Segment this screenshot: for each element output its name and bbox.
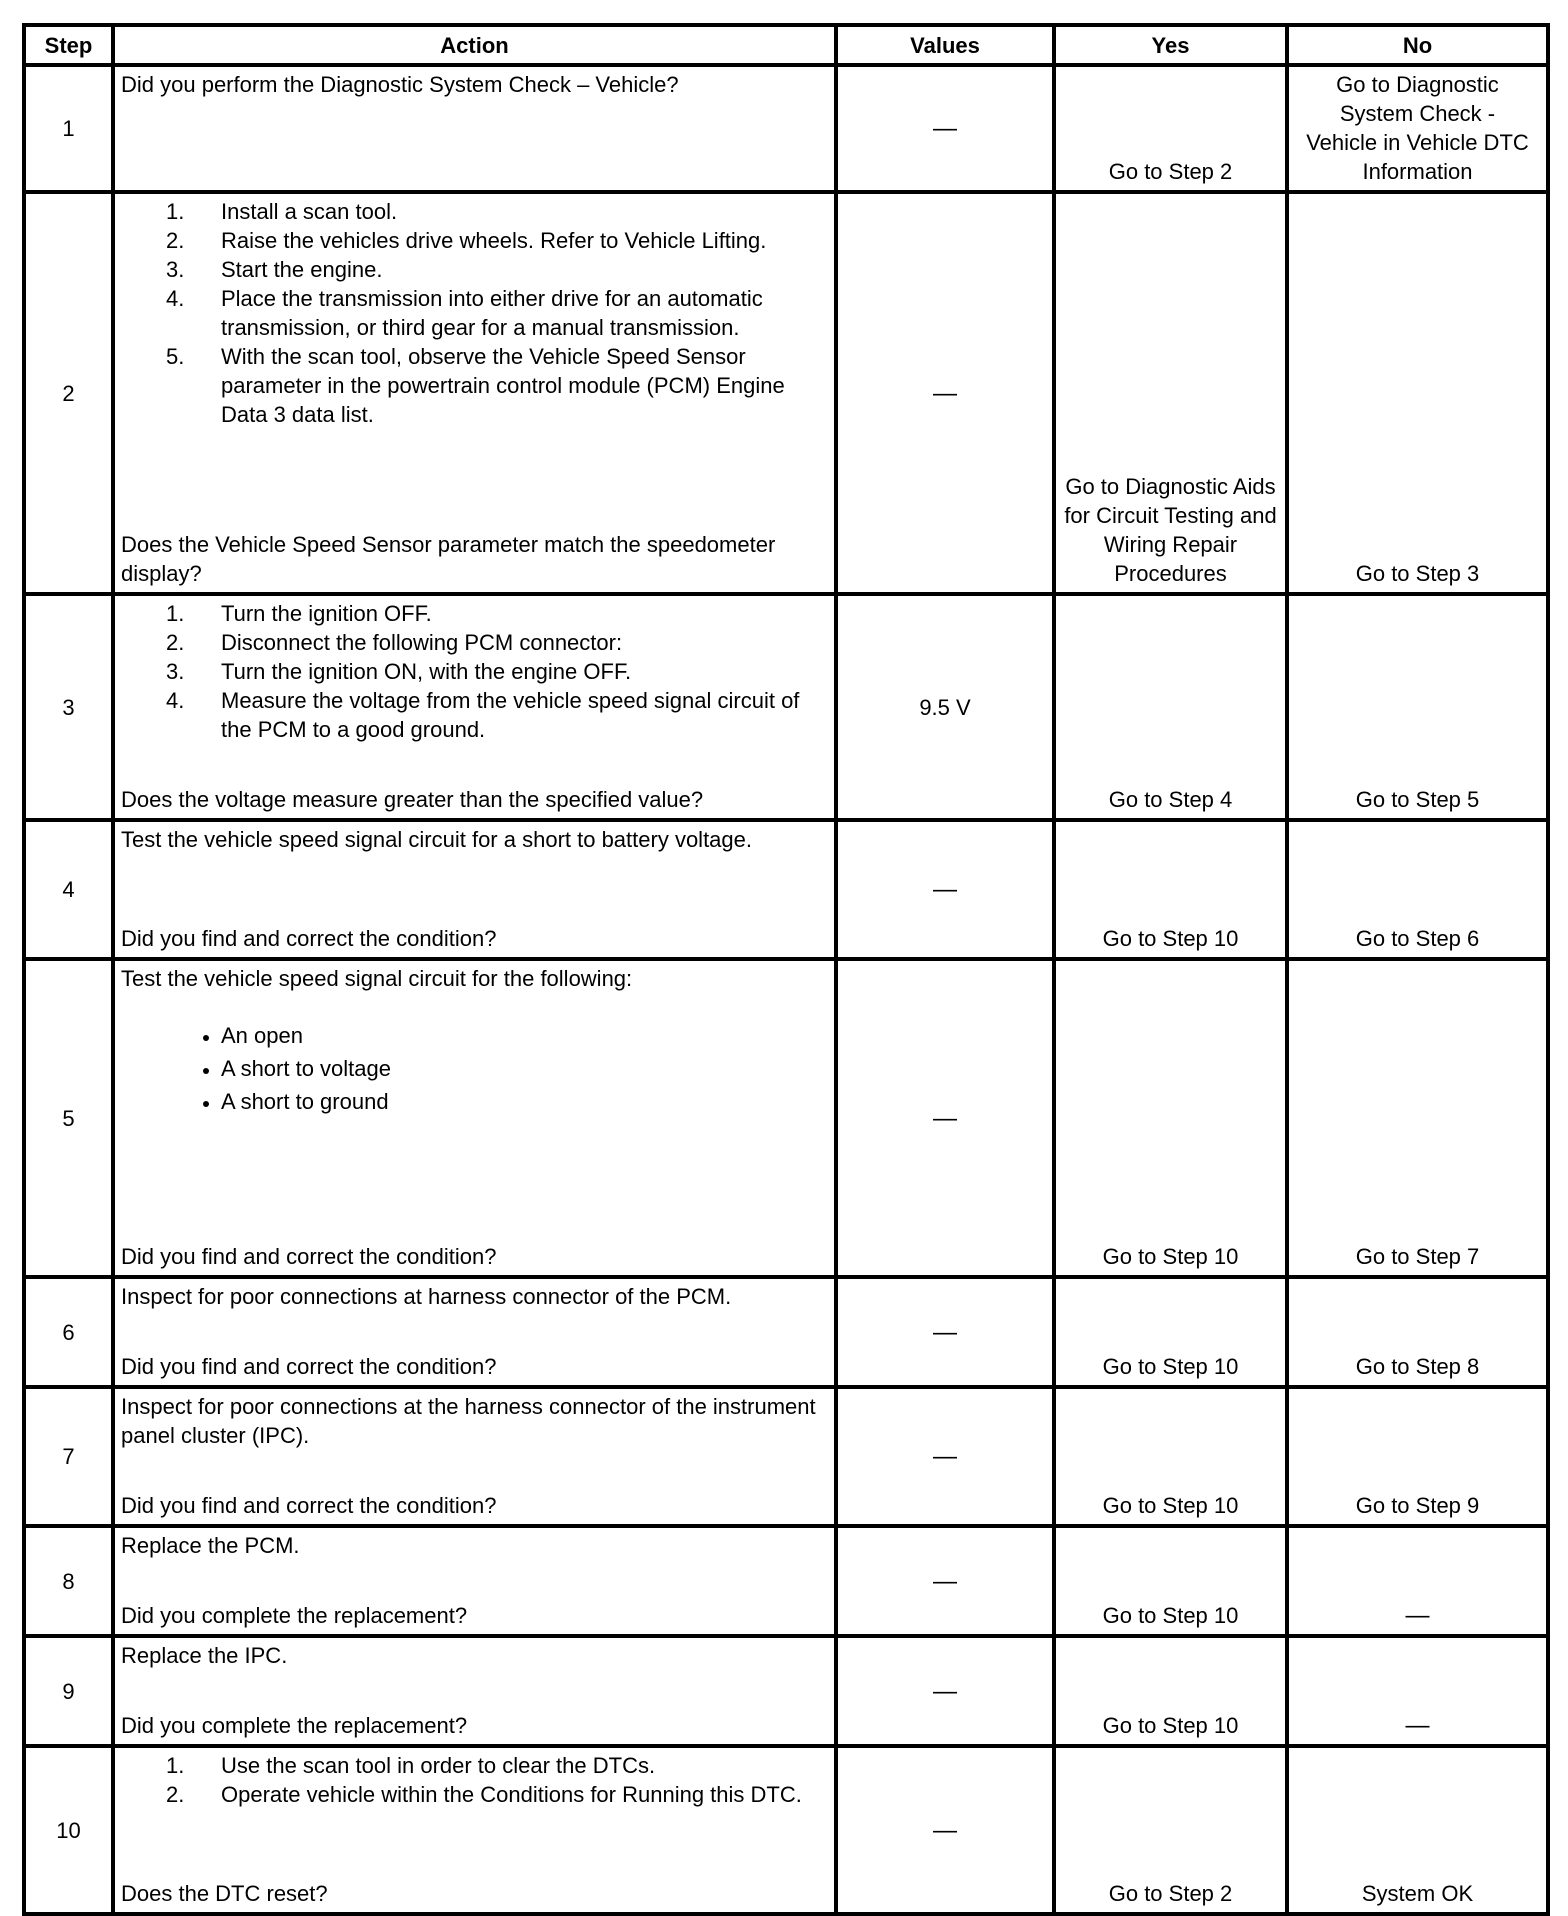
values-cell: — [836,1387,1054,1526]
action-step: 2. Disconnect the following PCM connector: [221,628,828,657]
values-cell: — [836,959,1054,1277]
table-row [24,192,1548,594]
header-yes: Yes [1054,25,1287,65]
action-cell [113,820,836,959]
action-intro: Inspect for poor connections at the harness connector of the instrument panel cluster (IPC). [121,1394,816,1448]
action-steps [121,599,828,744]
no-cell: Go to Step 7 [1287,959,1548,1277]
action-steps [121,1751,828,1809]
no-cell: Go to Diagnostic System Check - Vehicle in Vehicle DTC Information [1287,65,1548,192]
action-question: Did you find and correct the condition? [121,1354,497,1379]
action-question: Does the voltage measure greater than the specified value? [121,787,704,812]
values-cell: 9.5 V [836,594,1054,820]
action-step: 3. Start the engine. [221,255,828,284]
action-step: 1. Use the scan tool in order to clear the DTCs. [221,1751,828,1780]
header-step: Step [24,25,113,65]
yes-cell: Go to Step 10 [1054,1636,1287,1746]
action-step: 2. Raise the vehicles drive wheels. Refer to Vehicle Lifting. [221,226,828,255]
no-cell: — [1287,1526,1548,1636]
action-cell [113,594,836,820]
values-cell: — [836,1526,1054,1636]
step-number: 7 [24,1387,113,1526]
action-step: 2. Operate vehicle within the Conditions for Running this DTC. [221,1780,828,1809]
step-number: 2 [24,192,113,594]
action-step: 4. Measure the voltage from the vehicle speed signal circuit of the PCM to a good ground. [221,686,828,744]
action-question: Did you find and correct the condition? [121,1493,497,1518]
action-question: Did you find and correct the condition? [121,926,497,951]
diagnostic-table [22,23,1550,1916]
bullet-item: • A short to voltage [221,1052,828,1085]
action-question: Does the DTC reset? [121,1881,328,1906]
step-number: 8 [24,1526,113,1636]
yes-cell: Go to Step 10 [1054,1526,1287,1636]
yes-cell: Go to Step 2 [1054,65,1287,192]
action-intro: Inspect for poor connections at harness connector of the PCM. [121,1284,732,1309]
action-question: Did you find and correct the condition? [121,1244,497,1269]
action-cell [113,1277,836,1387]
yes-cell: Go to Diagnostic Aids for Circuit Testing and Wiring Repair Procedures [1054,192,1287,594]
action-step: 1. Turn the ignition OFF. [221,599,828,628]
table-row [24,1387,1548,1526]
no-cell: Go to Step 3 [1287,192,1548,594]
no-cell: Go to Step 9 [1287,1387,1548,1526]
action-intro: Replace the IPC. [121,1643,288,1668]
values-cell: — [836,1746,1054,1914]
action-intro: Did you perform the Diagnostic System Check – Vehicle? [121,72,679,97]
values-cell: — [836,1636,1054,1746]
action-cell [113,65,836,192]
action-cell [113,1387,836,1526]
action-cell [113,1636,836,1746]
values-cell: — [836,65,1054,192]
action-intro: Test the vehicle speed signal circuit for the following: [121,966,633,991]
no-cell: Go to Step 5 [1287,594,1548,820]
header-values: Values [836,25,1054,65]
no-cell: System OK [1287,1746,1548,1914]
yes-cell: Go to Step 10 [1054,1277,1287,1387]
yes-cell: Go to Step 10 [1054,820,1287,959]
table-row [24,1746,1548,1914]
action-step: 3. Turn the ignition ON, with the engine OFF. [221,657,828,686]
table-row [24,65,1548,192]
table-row [24,1526,1548,1636]
no-cell: Go to Step 8 [1287,1277,1548,1387]
bullet-item: • A short to ground [221,1085,828,1118]
table-row [24,594,1548,820]
action-question: Did you complete the replacement? [121,1603,468,1628]
header-action: Action [113,25,836,65]
header-no: No [1287,25,1548,65]
action-intro: Replace the PCM. [121,1533,300,1558]
step-number: 9 [24,1636,113,1746]
step-number: 1 [24,65,113,192]
values-cell: — [836,1277,1054,1387]
yes-cell: Go to Step 10 [1054,1387,1287,1526]
action-step: 4. Place the transmission into either drive for an automatic transmission, or third gear for a manual transmission. [221,284,828,342]
bullet-item: • An open [221,1019,828,1052]
table-row [24,820,1548,959]
action-intro: Test the vehicle speed signal circuit for a short to battery voltage. [121,827,752,852]
values-cell: — [836,192,1054,594]
step-number: 10 [24,1746,113,1914]
action-cell [113,1746,836,1914]
action-cell [113,959,836,1277]
action-step: 1. Install a scan tool. [221,197,828,226]
table-row [24,1277,1548,1387]
values-cell: — [836,820,1054,959]
step-number: 6 [24,1277,113,1387]
header-row [24,25,1548,65]
action-cell [113,192,836,594]
table-row [24,1636,1548,1746]
yes-cell: Go to Step 4 [1054,594,1287,820]
step-number: 4 [24,820,113,959]
action-step: 5. With the scan tool, observe the Vehicle Speed Sensor parameter in the powertrain control module (PCM) Engine Data 3 data list. [221,342,828,429]
yes-cell: Go to Step 2 [1054,1746,1287,1914]
no-cell: Go to Step 6 [1287,820,1548,959]
action-cell [113,1526,836,1636]
action-question: Does the Vehicle Speed Sensor parameter match the speedometer display? [121,532,776,586]
step-number: 3 [24,594,113,820]
no-cell: — [1287,1636,1548,1746]
yes-cell: Go to Step 10 [1054,959,1287,1277]
table-row [24,959,1548,1277]
bullet-list [121,1019,828,1118]
action-question: Did you complete the replacement? [121,1713,468,1738]
action-steps [121,197,828,429]
step-number: 5 [24,959,113,1277]
